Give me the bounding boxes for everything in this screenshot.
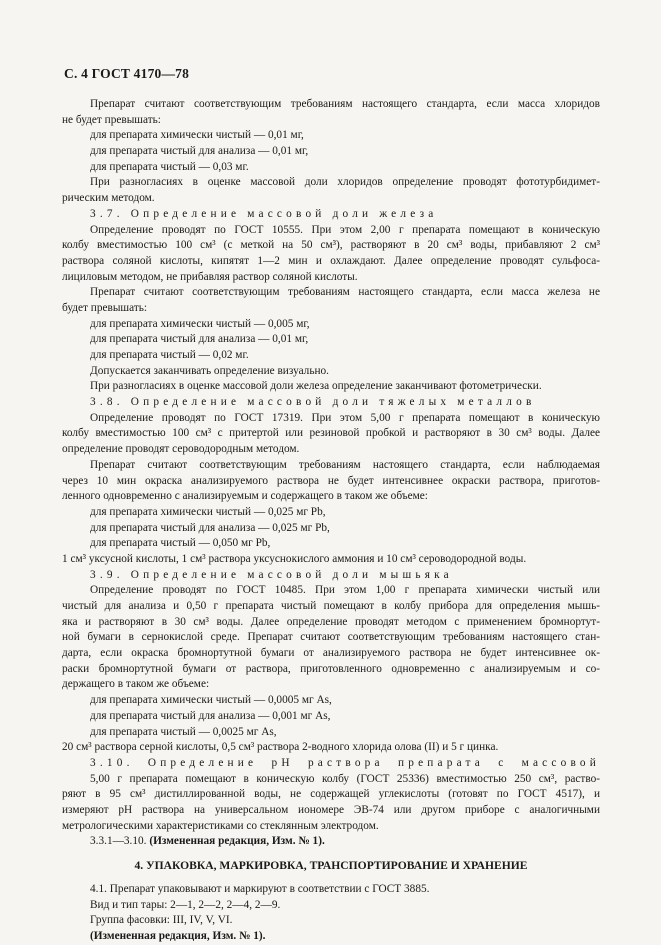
text-line: Препарат считают соответствующим требованиям настоящего стандарта, если масса хлоридов [90,98,600,110]
text-line: колбу вместимостью 100 см³ с притертой или резиновой пробкой и растворяют в 30 см³ воды. Далее [62,427,600,440]
text-line: раски бромнортутной бумаги от раствора, приготовленного одновременно с анализируемым и со- [62,662,600,675]
text-line: 3.7. Определение массовой доли железа [90,207,438,220]
text-line: 3.10. Определение pH раствора препарата с массовой [90,756,600,769]
text-line: ряют в 95 см³ дистиллированной воды, не содержащей углекислоты (готовят по ГОСТ 4517), и [62,788,600,801]
text-line: метрологическими характеристиками со стеклянным электродом. [62,819,379,832]
text-line: через 10 мин окраска анализируемого раствора не будет интенсивнее окраски раствора, приготов- [62,474,600,487]
text-line: Определение проводят по ГОСТ 10485. При этом 1,00 г препарата химически чистый или [90,584,600,597]
spacer [62,850,600,858]
spacer [62,874,600,882]
text-line: для препарата чистый для анализа — 0,001 мг As, [90,709,331,722]
text-line: яка и растворяют в 30 см³ воды. Далее определение проводят методом с применением бромнортут- [62,615,600,628]
text-line: Группа фасовки: III, IV, V, VI. [90,914,233,927]
text-line: лициловым методом, не прибавляя раствор соляной кислоты. [62,270,358,283]
text-line: Препарат считают соответствующим требованиям настоящего стандарта, если масса железа не [90,286,600,299]
text-line: для препарата чистый — 0,0025 мг As, [90,725,277,738]
text-line: для препарата химически чистый — 0,005 мг, [90,317,310,330]
section-4-title: 4. УПАКОВКА, МАРКИРОВКА, ТРАНСПОРТИРОВАНИЕ И ХРАНЕНИЕ [134,859,528,872]
text-line: 3.9. Определение массовой доли мышьяка [90,568,453,581]
text-line: колбу вместимостью 100 см³ (с меткой на 50 см³), растворяют в 20 см³ воды, прибавляют 2 см³ [62,239,600,252]
text-line: ленного одновременно с анализируемым и содержащего в таком же объеме: [62,490,428,503]
line-prefix: 3.3.1—3.10. [90,835,150,848]
text-line: для препарата химически чистый — 0,01 мг, [90,129,304,142]
text-line: для препарата чистый — 0,03 мг. [90,160,249,173]
text-line: чистый для анализа и 0,50 г препарата чистый помещают в колбу прибора для определения мышь- [62,600,600,612]
text-line: для препарата чистый для анализа — 0,025 мг Pb, [90,521,330,534]
text-line: для препарата чистый — 0,02 мг. [90,349,249,361]
text-line: При разногласиях в оценке массовой доли хлоридов определение проводят фототурбидимет- [90,176,600,189]
text-line: дарта, если окраска бромнортутной бумаги от анализируемого раствора не будет интенсивнее ок- [62,647,600,660]
amendment-note: (Измененная редакция, Изм. № 1). [149,835,325,848]
text-line [62,834,600,850]
text-line: будет превышать: [62,301,148,314]
text-line: раствора соляной кислоты, кипятят 1—2 мин и охлаждают. Далее определение проводят сульфоса- [62,254,600,267]
text-line: для препарата химически чистый — 0,025 мг Pb, [90,505,326,518]
section-4-text [62,882,600,945]
text-line: 3.8. Определение массовой доли тяжелых металлов [90,396,536,409]
text-line: Препарат считают соответствующим требованиям настоящего стандарта, если наблюдаемая [90,458,600,471]
text-line: 4.1. Препарат упаковывают и маркируют в соответствии с ГОСТ 3885. [90,883,430,895]
text-line: для препарата чистый для анализа — 0,01 мг, [90,333,309,346]
text-line: 20 см³ раствора серной кислоты, 0,5 см³ раствора 2-водного хлорида олова (II) и 5 г цинка. [62,741,499,754]
text-line: держащего в таком же объеме: [62,678,210,691]
text-line: Вид и тип тары: 2—1, 2—2, 2—4, 2—9. [90,898,281,911]
text-line: для препарата химически чистый — 0,0005 мг As, [90,694,332,707]
text-line: Допускается заканчивать определение визуально. [90,364,329,377]
page-header: С. 4 ГОСТ 4170—78 [64,66,190,81]
text-line: для препарата чистый — 0,050 мг Pb, [90,537,271,550]
document-body [62,97,600,945]
section-3-text [62,97,600,850]
text-line: не будет превышать: [62,113,161,126]
text-line: 5,00 г препарата помещают в коническую колбу (ГОСТ 25336) вместимостью 250 см³, раство- [90,772,600,785]
text-line: (Измененная редакция, Изм. № 1). [90,930,266,943]
text-line: При разногласиях в оценке массовой доли железа определение заканчивают фотометрически. [90,380,542,393]
text-line: для препарата чистый для анализа — 0,01 мг, [90,145,309,158]
text-line: Определение проводят по ГОСТ 10555. При этом 2,00 г препарата помещают в коническую [90,223,600,236]
text-line: ной бумаги в сернокислой среде. Препарат считают соответствующим требованиям настоящего стан- [62,631,600,644]
text-line: определение проводят сероводородным методом. [62,443,300,456]
text-line: 1 см³ уксусной кислоты, 1 см³ раствора уксуснокислого аммония и 10 см³ сероводородной воды. [62,552,527,565]
text-line: измеряют pH раствора на универсальном иономере ЭВ-74 или другом приборе с аналогичными [62,803,600,816]
text-line: Определение проводят по ГОСТ 17319. При этом 5,00 г препарата помещают в коническую [90,411,600,424]
text-line: рическим методом. [62,192,155,205]
